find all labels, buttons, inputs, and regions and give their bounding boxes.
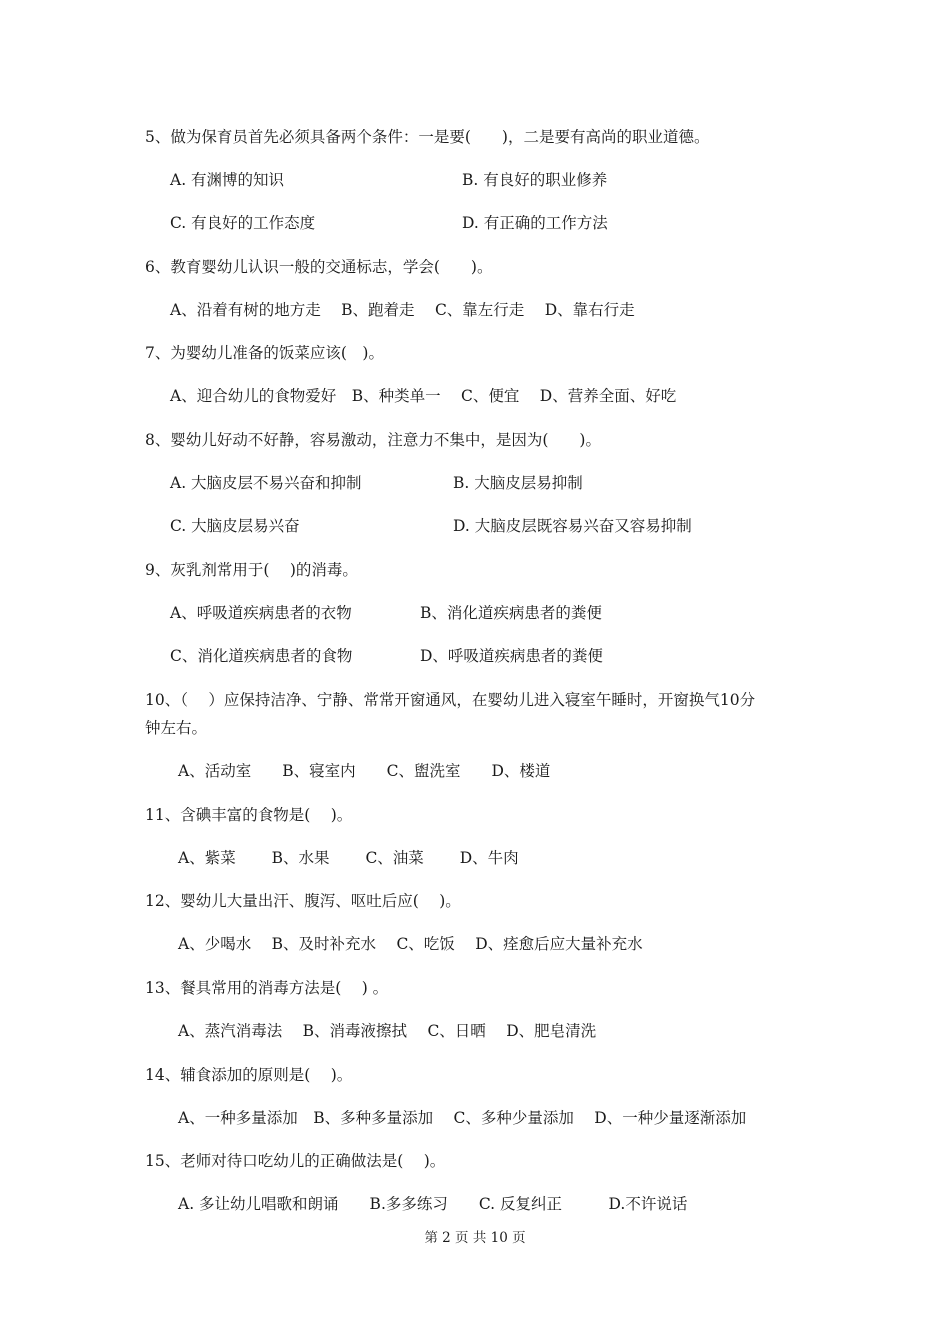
question-6-options: A、沿着有树的地方走 B、跑着走 C、靠左行走 D、靠右行走 bbox=[170, 301, 635, 319]
question-8-option-d: D. 大脑皮层既容易兴奋又容易抑制 bbox=[453, 517, 692, 535]
question-8-option-b: B. 大脑皮层易抑制 bbox=[453, 474, 583, 492]
question-5-option-a: A. 有渊博的知识 bbox=[170, 171, 285, 189]
question-14-options: A、一种多量添加 B、多种多量添加 C、多种少量添加 D、一种少量逐渐添加 bbox=[178, 1109, 747, 1127]
question-12-options: A、少喝水 B、及时补充水 C、吃饭 D、痊愈后应大量补充水 bbox=[178, 935, 643, 953]
question-12-stem: 12、婴幼儿大量出汗、腹泻、呕吐后应( )。 bbox=[145, 892, 461, 910]
question-11-options: A、紫菜 B、水果 C、油菜 D、牛肉 bbox=[178, 849, 519, 867]
question-7-options: A、迎合幼儿的食物爱好 B、种类单一 C、便宜 D、营养全面、好吃 bbox=[170, 387, 677, 405]
question-5-option-d: D. 有正确的工作方法 bbox=[462, 214, 608, 232]
question-9-option-b: B、消化道疾病患者的粪便 bbox=[420, 604, 602, 622]
question-10-stem-line2: 钟左右。 bbox=[145, 719, 208, 737]
question-7-stem: 7、为婴幼儿准备的饭菜应该( )。 bbox=[145, 344, 384, 362]
question-5-option-b: B. 有良好的职业修养 bbox=[462, 171, 608, 189]
question-14-stem: 14、辅食添加的原则是( )。 bbox=[145, 1066, 353, 1084]
question-8-stem: 8、婴幼儿好动不好静，容易激动，注意力不集中，是因为( )。 bbox=[145, 431, 601, 449]
page-footer: 第 2 页 共 10 页 bbox=[424, 1230, 526, 1246]
question-8-option-a: A. 大脑皮层不易兴奋和抑制 bbox=[170, 474, 362, 492]
question-15-stem: 15、老师对待口吃幼儿的正确做法是( )。 bbox=[145, 1152, 446, 1170]
question-9-option-d: D、呼吸道疾病患者的粪便 bbox=[420, 647, 603, 665]
question-9-option-a: A、呼吸道疾病患者的衣物 bbox=[170, 604, 352, 622]
question-9-stem: 9、灰乳剂常用于( )的消毒。 bbox=[145, 561, 358, 579]
question-13-options: A、蒸汽消毒法 B、消毒液擦拭 C、日晒 D、肥皂清洗 bbox=[178, 1022, 597, 1040]
question-10-stem-line1: 10、（ ）应保持洁净、宁静、常常开窗通风，在婴幼儿进入寝室午睡时，开窗换气10分 bbox=[145, 691, 756, 709]
question-6-stem: 6、教育婴幼儿认识一般的交通标志，学会( )。 bbox=[145, 258, 493, 276]
question-8-option-c: C. 大脑皮层易兴奋 bbox=[170, 517, 300, 535]
question-13-stem: 13、餐具常用的消毒方法是( ) 。 bbox=[145, 979, 389, 997]
question-10-options: A、活动室 B、寝室内 C、盥洗室 D、楼道 bbox=[178, 762, 551, 780]
question-15-options: A. 多让幼儿唱歌和朗诵 B.多多练习 C. 反复纠正 D.不许说话 bbox=[178, 1195, 688, 1213]
question-5-stem: 5、做为保育员首先必须具备两个条件：一是要( )，二是要有高尚的职业道德。 bbox=[145, 128, 710, 146]
question-9-option-c: C、消化道疾病患者的食物 bbox=[170, 647, 353, 665]
question-11-stem: 11、含碘丰富的食物是( )。 bbox=[145, 806, 353, 824]
question-5-option-c: C. 有良好的工作态度 bbox=[170, 214, 316, 232]
